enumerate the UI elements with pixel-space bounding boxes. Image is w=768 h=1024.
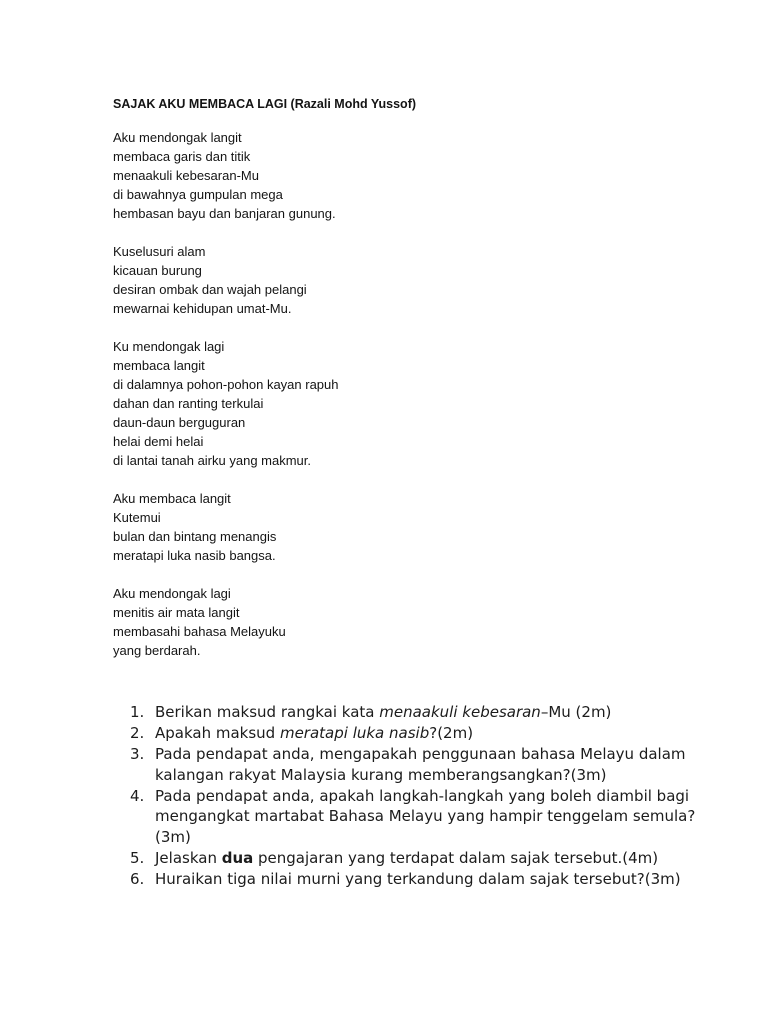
question-number: 6. xyxy=(130,869,145,888)
poem-line: di bawahnya gumpulan mega xyxy=(113,187,283,202)
question-number: 1. xyxy=(130,703,145,721)
poem-title: SAJAK AKU MEMBACA LAGI (Razali Mohd Yussof) xyxy=(113,97,417,111)
question-number: 3. xyxy=(130,745,145,763)
question-emphasis: menaakuli kebesaran xyxy=(379,703,541,721)
question-emphasis: meratapi luka nasib xyxy=(279,724,430,742)
poem-line: Kuselusuri alam xyxy=(113,244,206,259)
poem-line: menitis air mata langit xyxy=(113,605,240,620)
poem-line: mewarnai kehidupan umat-Mu. xyxy=(113,301,292,316)
question-text: Apakah maksud meratapi luka nasib?(2m) xyxy=(155,724,474,742)
poem-line: Ku mendongak lagi xyxy=(113,339,225,354)
poem-line: Aku mendongak lagi xyxy=(113,586,231,601)
stanza-1 xyxy=(113,128,673,223)
poem-line: bulan dan bintang menangis xyxy=(113,529,277,544)
question-text: Huraikan tiga nilai murni yang terkandung dalam sajak tersebut?(3m) xyxy=(155,869,681,888)
poem-line: membasahi bahasa Melayuku xyxy=(113,624,286,639)
question-item xyxy=(130,723,730,744)
question-bold-word: dua xyxy=(221,848,254,867)
poem-line: menaakuli kebesaran-Mu xyxy=(113,168,259,183)
stanza-3 xyxy=(113,337,673,470)
poem-line: membaca garis dan titik xyxy=(113,149,251,164)
poem-line: meratapi luka nasib bangsa. xyxy=(113,548,276,563)
question-item xyxy=(130,744,730,785)
question-item xyxy=(130,786,730,848)
stanza-4 xyxy=(113,489,673,565)
stanza-5 xyxy=(113,584,673,660)
question-text: Berikan maksud rangkai kata menaakuli kebesaran–Mu (2m) xyxy=(155,703,612,721)
question-number: 4. xyxy=(130,786,145,805)
poem-line: Kutemui xyxy=(113,510,161,525)
question-item xyxy=(130,848,730,869)
question-text: Jelaskan dua pengajaran yang terdapat dalam sajak tersebut.(4m) xyxy=(155,848,659,867)
question-number: 5. xyxy=(130,848,145,867)
question-item xyxy=(130,702,730,723)
poem-line: membaca langit xyxy=(113,358,205,373)
poem-line: kicauan burung xyxy=(113,263,202,278)
poem-line: dahan dan ranting terkulai xyxy=(113,396,264,411)
poem-line: di lantai tanah airku yang makmur. xyxy=(113,453,311,468)
stanza-2 xyxy=(113,242,673,318)
poem-line: hembasan bayu dan banjaran gunung. xyxy=(113,206,336,221)
poem-line: desiran ombak dan wajah pelangi xyxy=(113,282,307,297)
question-list xyxy=(130,702,730,890)
question-item xyxy=(130,869,730,890)
poem-line: helai demi helai xyxy=(113,434,204,449)
poem-line: daun-daun berguguran xyxy=(113,415,246,430)
poem-line: yang berdarah. xyxy=(113,643,201,658)
poem-line: Aku membaca langit xyxy=(113,491,231,506)
poem-line: Aku mendongak langit xyxy=(113,130,242,145)
question-text: Pada pendapat anda, mengapakah penggunaan bahasa Melayu dalam kalangan rakyat Malaysia kurang memberangsangkan?(3m) xyxy=(155,745,686,784)
question-number: 2. xyxy=(130,724,145,742)
poem-line: di dalamnya pohon-pohon kayan rapuh xyxy=(113,377,339,392)
poem-section xyxy=(113,95,673,679)
question-text: Pada pendapat anda, apakah langkah-langkah yang boleh diambil bagi mengangkat martabat Bahasa Melayu yang hampir tenggelam semula?(3m) xyxy=(155,786,696,846)
